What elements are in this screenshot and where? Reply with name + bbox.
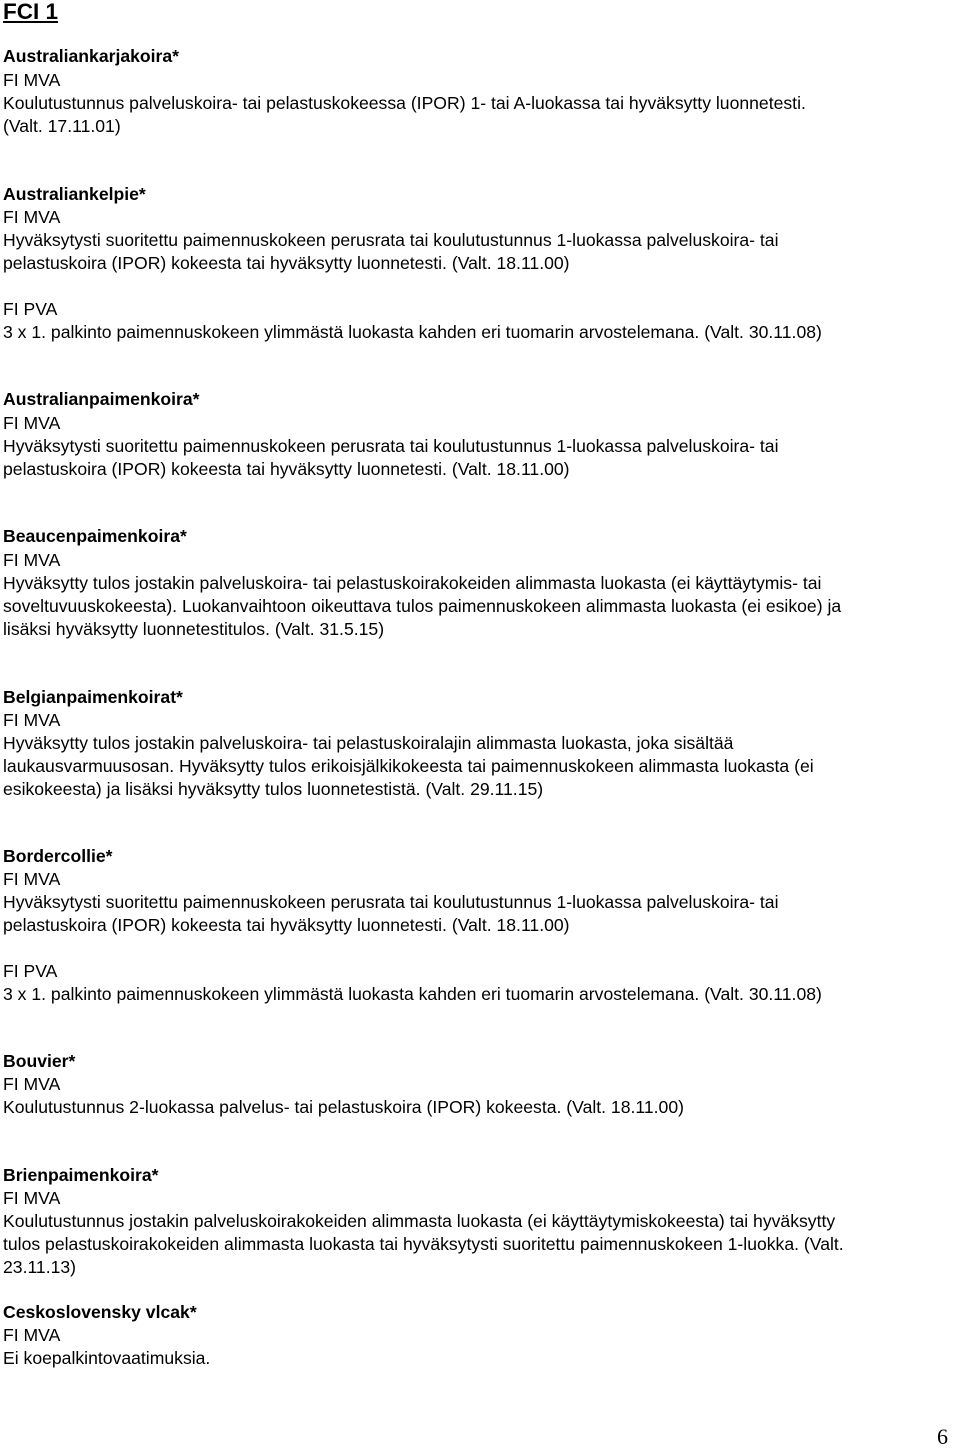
- breed-name: Bouvier*: [3, 1051, 76, 1071]
- rule-title: FI PVA: [3, 961, 58, 981]
- rule-title: FI MVA: [3, 207, 61, 227]
- rule-text: Ei koepalkintovaatimuksia.: [3, 1348, 211, 1368]
- rule-title: FI MVA: [3, 710, 61, 730]
- rule-text: Hyväksytysti suoritettu paimennuskokeen perusrata tai koulutustunnus 1-luokassa palveluskoira- tai: [3, 892, 779, 912]
- rule-title: FI MVA: [3, 550, 61, 570]
- breed-name: Australiankelpie*: [3, 184, 146, 204]
- rule-text: pelastuskoira (IPOR) kokeesta tai hyväksytty luonnetesti. (Valt. 18.11.00): [3, 915, 570, 935]
- rule-text: Koulutustunnus 2-luokassa palvelus- tai pelastuskoira (IPOR) kokeesta. (Valt. 18.11.00): [3, 1097, 684, 1117]
- rule-text: 3 x 1. palkinto paimennuskokeen ylimmästä luokasta kahden eri tuomarin arvostelemana. (Valt. 30.11.08): [3, 984, 822, 1004]
- document-title: FCI 1: [3, 0, 59, 24]
- rule-text: Hyväksytty tulos jostakin palveluskoira- tai pelastuskoiralajin alimmasta luokasta, joka sisältää: [3, 733, 734, 753]
- rule-text: Hyväksytysti suoritettu paimennuskokeen perusrata tai koulutustunnus 1-luokassa palveluskoira- tai: [3, 436, 779, 456]
- rule-text: laukausvarmuusosan. Hyväksytty tulos erikoisjälkikokeesta tai paimennuskokeen alimmasta luokasta (ei: [3, 756, 814, 776]
- rule-title: FI MVA: [3, 413, 61, 433]
- breed-name: Australianpaimenkoira*: [3, 389, 200, 409]
- rule-text: soveltuvuuskokeesta). Luokanvaihtoon oikeuttava tulos paimennuskokeen alimmasta luokasta (ei esikoe) ja: [3, 596, 842, 616]
- rule-text: (Valt. 17.11.01): [3, 116, 121, 136]
- breed-name: Australiankarjakoira*: [3, 46, 180, 66]
- breed-name: Bordercollie*: [3, 846, 113, 866]
- rule-title: FI MVA: [3, 1188, 61, 1208]
- page-number: 6: [937, 1424, 948, 1449]
- breed-name: Belgianpaimenkoirat*: [3, 687, 183, 707]
- rule-text: lisäksi hyväksytty luonnetestitulos. (Valt. 31.5.15): [3, 619, 385, 639]
- rule-text: pelastuskoira (IPOR) kokeesta tai hyväksytty luonnetesti. (Valt. 18.11.00): [3, 253, 570, 273]
- rule-text: Hyväksytty tulos jostakin palveluskoira- tai pelastuskoirakokeiden alimmasta luokasta (ei käyttäytymis- tai: [3, 573, 822, 593]
- rule-title: FI MVA: [3, 1074, 61, 1094]
- rule-text: 3 x 1. palkinto paimennuskokeen ylimmästä luokasta kahden eri tuomarin arvostelemana. (Valt. 30.11.08): [3, 322, 822, 342]
- rule-text: Hyväksytysti suoritettu paimennuskokeen perusrata tai koulutustunnus 1-luokassa palveluskoira- tai: [3, 230, 779, 250]
- rule-text: Koulutustunnus palveluskoira- tai pelastuskokeessa (IPOR) 1- tai A-luokassa tai hyväksytty luonnetesti.: [3, 93, 806, 113]
- rule-title: FI MVA: [3, 1325, 61, 1345]
- breed-name: Brienpaimenkoira*: [3, 1165, 159, 1185]
- rule-text: 23.11.13): [3, 1257, 77, 1277]
- rule-title: FI MVA: [3, 869, 61, 889]
- rule-text: Koulutustunnus jostakin palveluskoirakokeiden alimmasta luokasta (ei käyttäytymiskokeesta) tai hyväksytty: [3, 1211, 836, 1231]
- rule-title: FI PVA: [3, 299, 58, 319]
- rule-text: tulos pelastuskoirakokeiden alimmasta luokasta tai hyväksytysti suoritettu paimennuskokeen 1-luokka. (Valt.: [3, 1234, 844, 1254]
- rule-text: esikokeesta) ja lisäksi hyväksytty tulos luonnetestistä. (Valt. 29.11.15): [3, 779, 544, 799]
- breed-name: Beaucenpaimenkoira*: [3, 526, 187, 546]
- rule-title: FI MVA: [3, 70, 61, 90]
- rule-text: pelastuskoira (IPOR) kokeesta tai hyväksytty luonnetesti. (Valt. 18.11.00): [3, 459, 570, 479]
- breed-name: Ceskoslovensky vlcak*: [3, 1302, 197, 1322]
